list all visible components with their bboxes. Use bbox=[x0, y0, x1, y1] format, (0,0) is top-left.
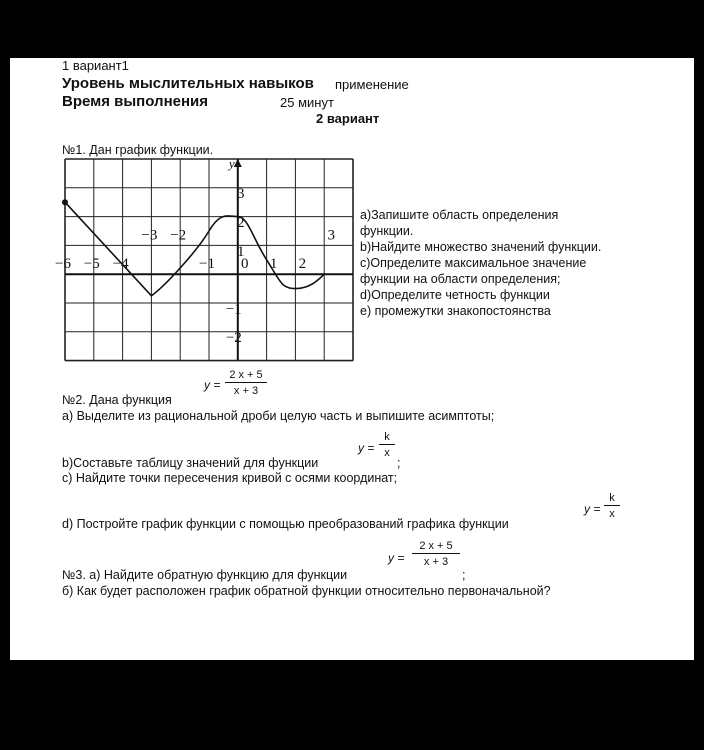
task3-func-y: y = bbox=[388, 551, 405, 565]
task1-title: №1. Дан график функции. bbox=[62, 143, 214, 157]
task2-kx-denominator: x bbox=[384, 447, 390, 459]
curve-start-point bbox=[62, 199, 68, 205]
task2-item-d: d) Постройте график функции с помощью преобразований графика функции bbox=[62, 517, 509, 531]
x-tick-label: −3 bbox=[141, 227, 158, 244]
time-value: 25 минут bbox=[280, 95, 334, 110]
worksheet bbox=[10, 58, 694, 660]
x-tick-label: −1 bbox=[199, 256, 215, 273]
time-label: Время выполнения bbox=[62, 93, 209, 110]
task3-func-denominator: x + 3 bbox=[423, 556, 449, 568]
task2-d-y: y = bbox=[584, 502, 601, 516]
task2-title: №2. Дана функция bbox=[62, 393, 172, 407]
task2-func-numerator: 2 x + 5 bbox=[225, 369, 267, 383]
variant2-label: 2 вариант bbox=[316, 111, 380, 126]
y-axis-label: y bbox=[228, 156, 235, 171]
x-tick-label: 2 bbox=[298, 256, 307, 273]
task1-questions bbox=[360, 207, 601, 319]
x-tick-label: −5 bbox=[83, 256, 100, 273]
task2-item-a: а) Выделите из рациональной дроби целую часть и выпишите асимптоты; bbox=[62, 409, 495, 423]
x-tick-label: 1 bbox=[269, 256, 278, 273]
task3-item-b: б) Как будет расположен график обратной функции относительно первоначальной? bbox=[62, 584, 551, 598]
y-tick-label: −1 bbox=[225, 301, 242, 318]
x-tick-label: −6 bbox=[55, 256, 71, 273]
task2-d-fraction bbox=[604, 492, 620, 520]
x-tick-label: −4 bbox=[112, 256, 129, 273]
task1-question-c: c)Определите максимальное значение bbox=[360, 256, 587, 270]
task2-item-b: b)Составьте таблицу значений для функции bbox=[62, 456, 319, 470]
x-tick-label: 0 bbox=[241, 256, 249, 273]
task1-question-c-cont: функции на области определения; bbox=[360, 272, 561, 286]
task3-func-numerator: 2 x + 5 bbox=[412, 540, 460, 554]
x-tick-label: 3 bbox=[327, 227, 335, 244]
task1-question-d: d)Определите четность функции bbox=[360, 288, 550, 302]
task2-item-c: с) Найдите точки пересечения кривой с осями координат; bbox=[62, 471, 398, 485]
task1-question-e: e) промежутки знакопостоянства bbox=[360, 304, 551, 318]
y-tick-label: 3 bbox=[237, 186, 245, 203]
application-label: применение bbox=[335, 77, 409, 92]
task1-question-a-cont: функции. bbox=[360, 224, 414, 238]
y-tick-label: −2 bbox=[225, 330, 242, 347]
task2-func-denominator: x + 3 bbox=[233, 385, 259, 397]
task2-func-y: y = bbox=[204, 378, 221, 392]
task3-item-a: №3. а) Найдите обратную функцию для функции bbox=[62, 568, 348, 582]
task2-item-b-end: ; bbox=[397, 456, 401, 470]
task2-func-fraction bbox=[225, 369, 267, 397]
y-tick-label: 1 bbox=[237, 243, 245, 260]
skill-level-label: Уровень мыслительных навыков bbox=[62, 75, 314, 92]
variant1-label: 1 вариант1 bbox=[62, 58, 129, 73]
task1-question-b: b)Найдите множество значений функции. bbox=[360, 240, 602, 254]
task3-item-a-end: ; bbox=[462, 568, 466, 582]
task2-d-denominator: x bbox=[609, 508, 615, 520]
task2-kx-fraction bbox=[379, 431, 395, 459]
x-tick-label: −2 bbox=[170, 227, 187, 244]
task2-kx-numerator: k bbox=[379, 431, 395, 445]
task2-d-numerator: k bbox=[604, 492, 620, 506]
task2-kx-y: y = bbox=[358, 441, 375, 455]
y-axis-arrow bbox=[234, 159, 242, 167]
function-graph bbox=[55, 156, 356, 366]
y-tick-label: 2 bbox=[237, 215, 245, 231]
task1-question-a: a)Запишите область определения bbox=[360, 208, 559, 222]
task3-func-fraction bbox=[412, 540, 460, 568]
